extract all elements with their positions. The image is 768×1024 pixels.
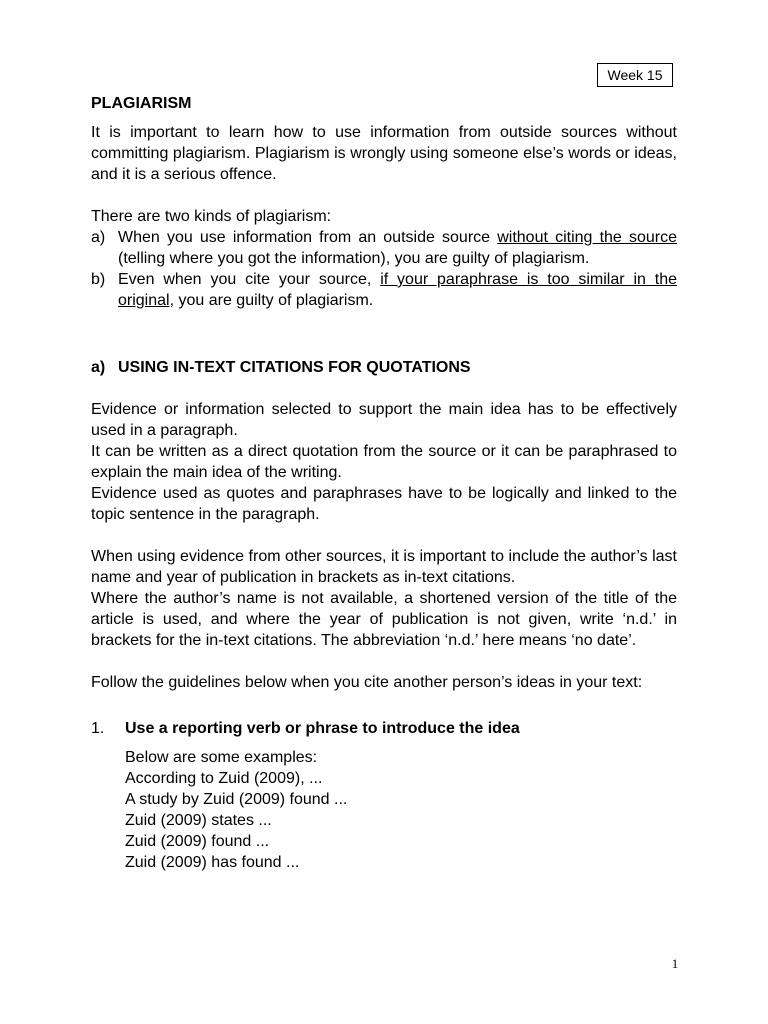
list-marker: b) xyxy=(91,271,106,288)
section-heading-text: USING IN-TEXT CITATIONS FOR QUOTATIONS xyxy=(118,359,471,376)
kind-text: Even when you cite your source, xyxy=(118,271,381,288)
example-line: According to Zuid (2009), ... xyxy=(125,770,323,787)
section-heading xyxy=(91,357,677,378)
example-line: Zuid (2009) has found ... xyxy=(125,854,300,871)
intro-paragraph: It is important to learn how to use information from outside sources without committing plagiarism. Plagiarism is wrongly using someone else’s words or ideas, and it is a serious offence. xyxy=(91,124,677,183)
list-marker: a) xyxy=(91,229,106,246)
evidence-paragraph-3: Evidence used as quotes and paraphrases have to be logically and linked to the topic sentence in the paragraph. xyxy=(91,485,677,523)
week-label-box xyxy=(597,63,673,87)
page-number: 1 xyxy=(671,956,679,971)
kinds-intro: There are two kinds of plagiarism: xyxy=(91,208,332,225)
example-line: A study by Zuid (2009) found ... xyxy=(125,791,348,808)
evidence-paragraph-2: It can be written as a direct quotation from the source or it can be paraphrased to explain the main idea of the writing. xyxy=(91,443,677,481)
plagiarism-kind-a xyxy=(91,227,677,269)
guidelines-intro: Follow the guidelines below when you cite another person’s ideas in your text: xyxy=(91,674,643,691)
document-body xyxy=(91,93,677,873)
kind-emphasis: if your paraphrase is too similar in the original xyxy=(118,271,677,309)
examples-intro: Below are some examples: xyxy=(125,749,318,766)
plagiarism-kinds-list xyxy=(91,227,677,311)
kind-text: , you are guilty of plagiarism. xyxy=(169,292,374,309)
examples-block xyxy=(91,747,677,873)
kind-text: When you use information from an outside source xyxy=(118,229,498,246)
kind-text: (telling where you got the information), you are guilty of plagiarism. xyxy=(118,250,590,267)
kind-emphasis: without citing the source xyxy=(497,229,678,246)
example-line: Zuid (2009) states ... xyxy=(125,812,272,829)
citation-paragraph-1: When using evidence from other sources, it is important to include the author’s last name and year of publication in brackets as in-text citations. xyxy=(91,548,677,586)
page-title: PLAGIARISM xyxy=(91,95,192,112)
week-label: Week 15 xyxy=(607,67,663,83)
example-line: Zuid (2009) found ... xyxy=(125,833,270,850)
section-marker: a) xyxy=(91,359,106,376)
plagiarism-kind-b xyxy=(91,269,677,311)
guideline-number: 1. xyxy=(91,720,105,737)
guideline-heading-text: Use a reporting verb or phrase to introduce the idea xyxy=(125,720,520,737)
guideline-heading xyxy=(91,718,677,739)
citation-paragraph-2: Where the author’s name is not available, a shortened version of the title of the article is used, and where the year of publication is not given, write ‘n.d.’ in brackets for the in-text citations. The abbreviation ‘n.d.’ here means ‘no date’. xyxy=(91,590,677,649)
evidence-paragraph-1: Evidence or information selected to support the main idea has to be effectively used in a paragraph. xyxy=(91,401,677,439)
